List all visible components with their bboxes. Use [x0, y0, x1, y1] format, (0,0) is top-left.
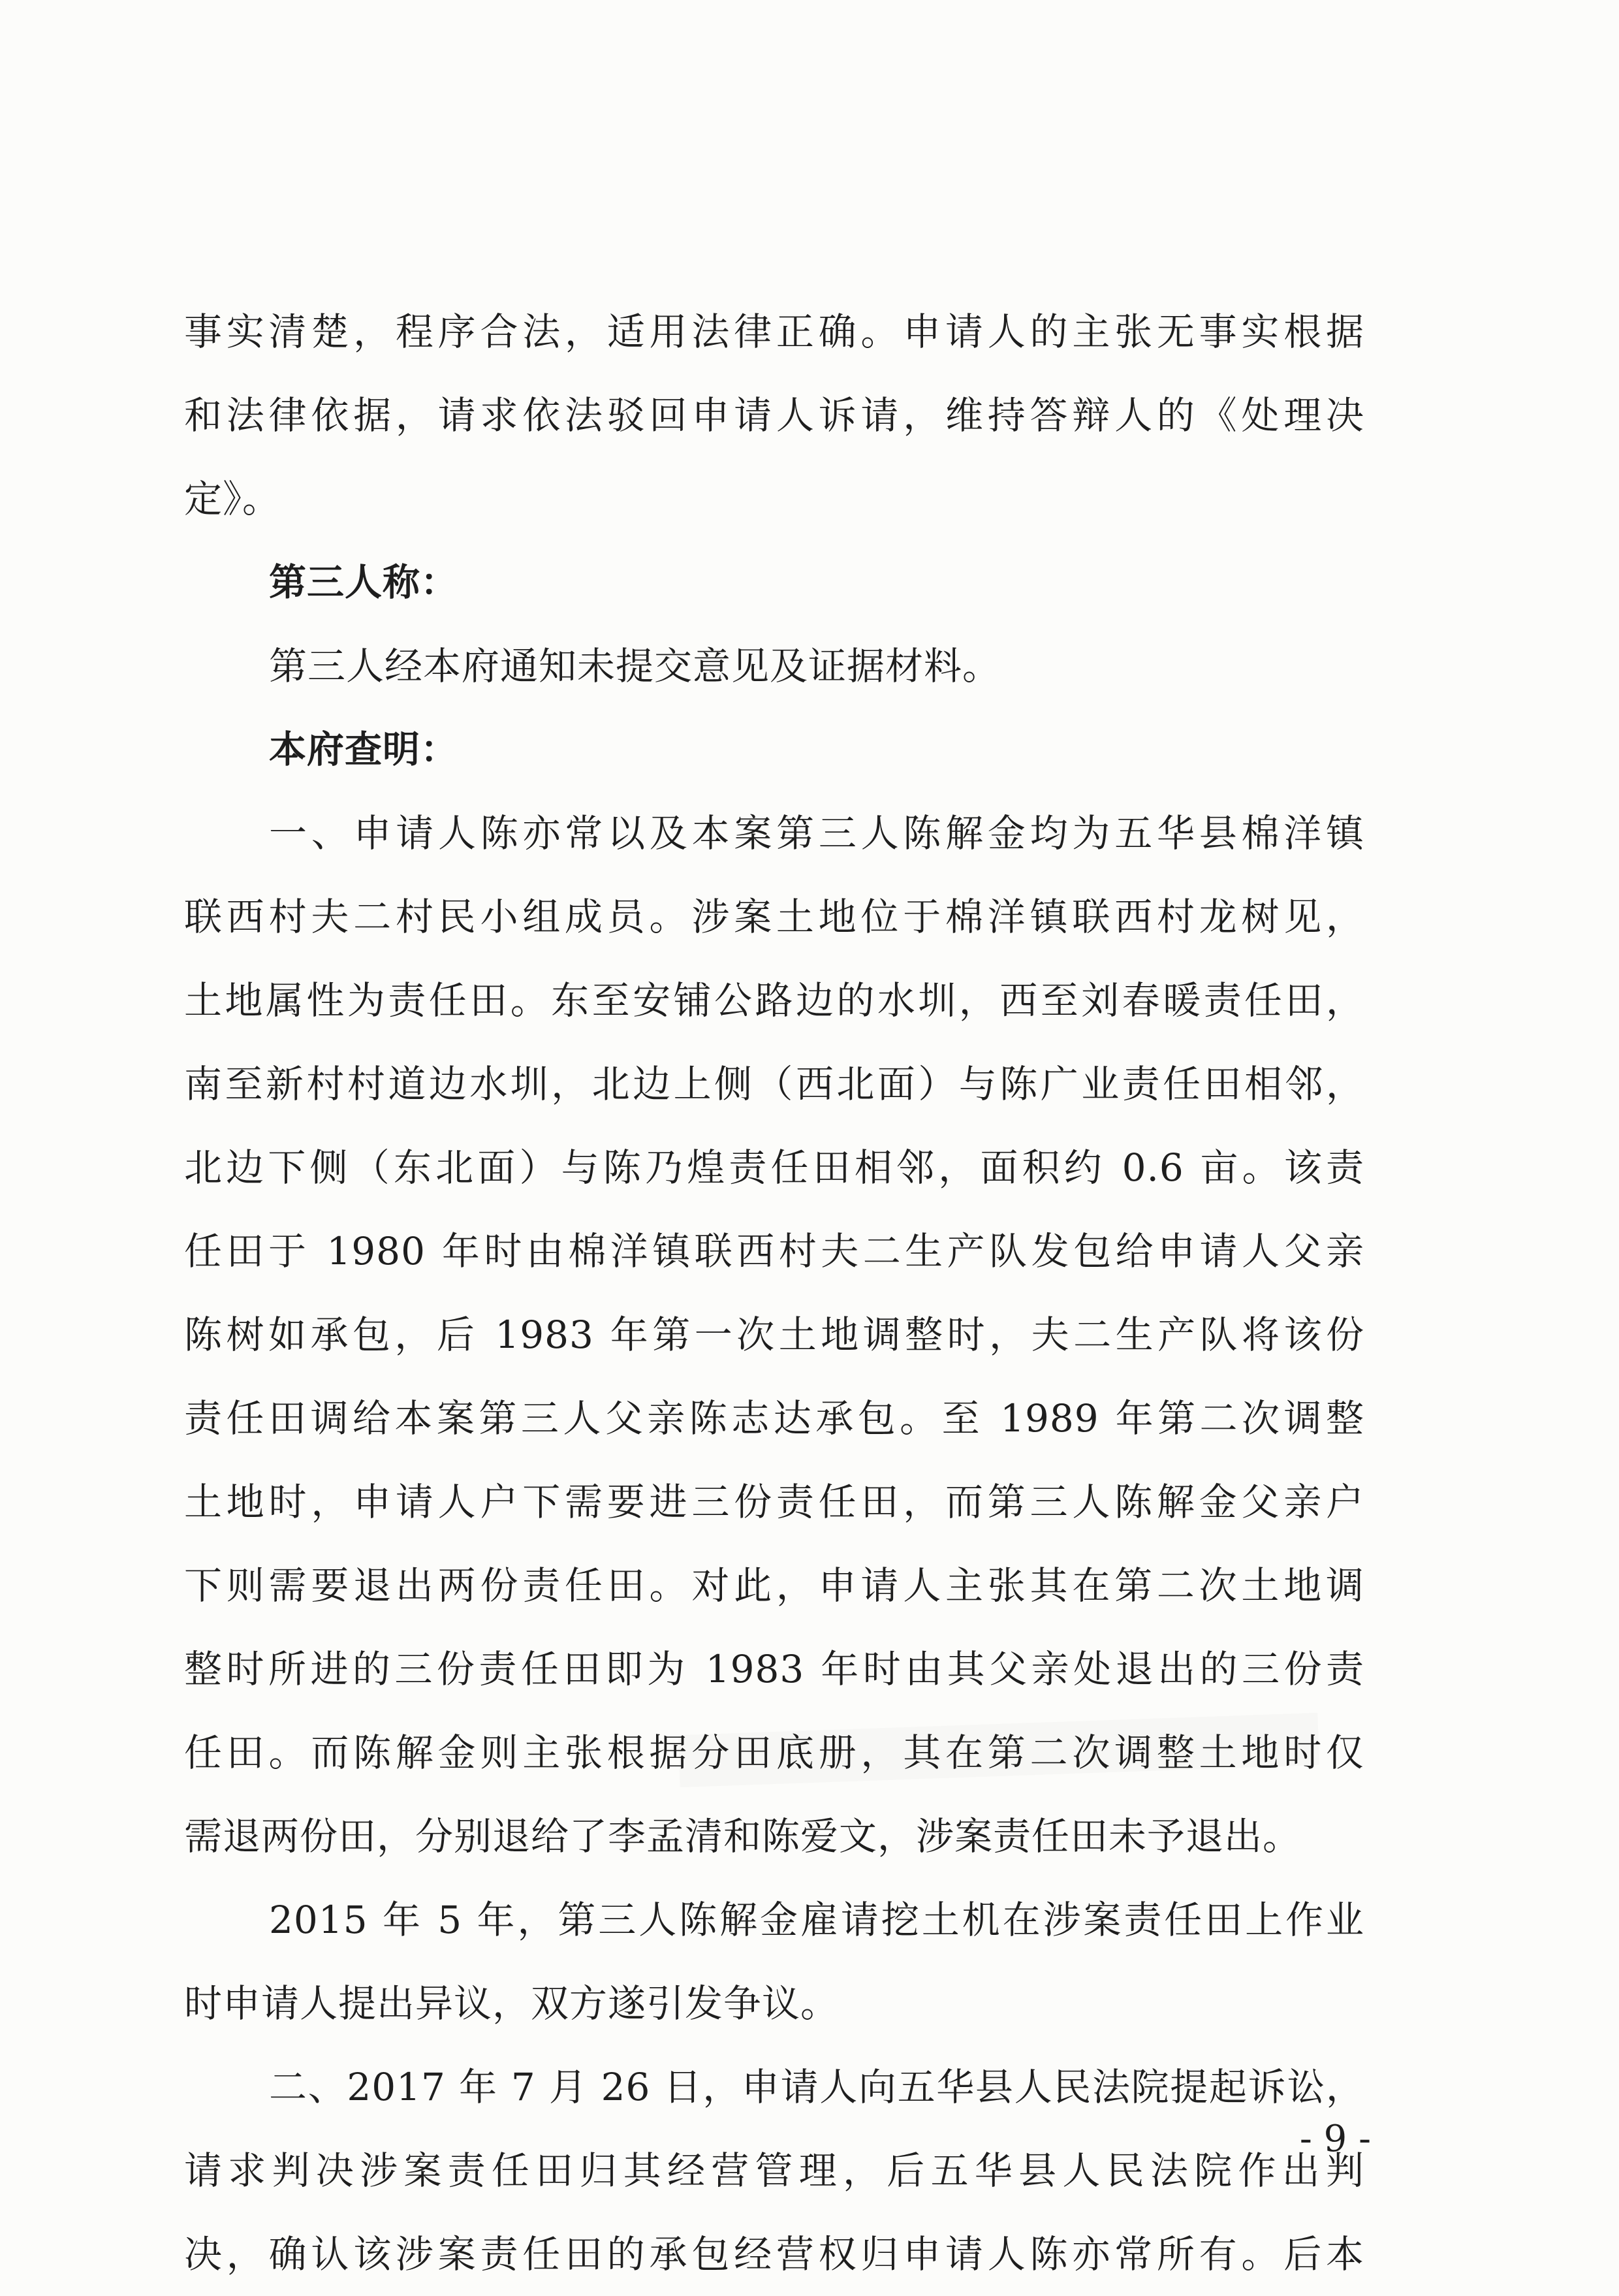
paragraph-one-line: 任田。而陈解金则主张根据分田底册，其在第二次调整土地时仅 [184, 1730, 1364, 1775]
intro-line: 和法律依据，请求依法驳回申请人诉请，维持答辩人的《处理决 [184, 393, 1364, 438]
paragraph-one-line: 需退两份田，分别退给了李孟清和陈爱文，涉案责任田未予退出。 [184, 1814, 1302, 1858]
paragraph-one-line: 一、申请人陈亦常以及本案第三人陈解金均为五华县棉洋镇 [269, 811, 1364, 855]
paragraph-one-line: 陈树如承包，后 1983 年第一次土地调整时，夫二生产队将该份 [184, 1313, 1364, 1357]
paragraph-one-line: 责任田调给本案第三人父亲陈志达承包。至 1989 年第二次调整 [184, 1396, 1364, 1441]
paragraph-2015-line: 2015 年 5 年，第三人陈解金雇请挖土机在涉案责任田上作业 [269, 1898, 1364, 1942]
third-party-heading: 第三人称： [269, 561, 458, 604]
paragraph-one-line: 土地时，申请人户下需要进三份责任田，而第三人陈解金父亲户 [184, 1480, 1364, 1524]
document-body [184, 290, 1364, 2296]
paragraph-one-line: 土地属性为责任田。东至安铺公路边的水圳，西至刘春暖责任田， [184, 978, 1364, 1023]
paragraph-one-line: 北边下侧（东北面）与陈乃煌责任田相邻，面积约 0.6 亩。该责 [184, 1145, 1364, 1190]
paragraph-two-line: 决，确认该涉案责任田的承包经营权归申请人陈亦常所有。后本 [184, 2232, 1364, 2276]
paragraph-one-line: 任田于 1980 年时由棉洋镇联西村夫二生产队发包给申请人父亲 [184, 1229, 1364, 1273]
findings-heading: 本府查明： [269, 728, 458, 771]
paragraph-one-line: 下则需要退出两份责任田。对此，申请人主张其在第二次土地调 [184, 1563, 1364, 1608]
paragraph-two-line: 二、2017 年 7 月 26 日，申请人向五华县人民法院提起诉讼， [269, 2065, 1364, 2109]
paragraph-one-line: 南至新村村道边水圳，北边上侧（西北面）与陈广业责任田相邻， [184, 1062, 1364, 1106]
paragraph-two-line: 请求判决涉案责任田归其经营管理，后五华县人民法院作出判 [184, 2148, 1364, 2193]
page-number: - 9 - [1299, 2118, 1371, 2160]
intro-line: 定》。 [184, 477, 281, 521]
intro-line: 事实清楚，程序合法，适用法律正确。申请人的主张无事实根据 [184, 310, 1364, 354]
third-party-text: 第三人经本府通知未提交意见及证据材料。 [269, 644, 1001, 688]
paragraph-one-line: 整时所进的三份责任田即为 1983 年时由其父亲处退出的三份责 [184, 1647, 1364, 1691]
paragraph-2015-line: 时申请人提出异议，双方遂引发争议。 [184, 1981, 840, 2026]
paragraph-one-line: 联西村夫二村民小组成员。涉案土地位于棉洋镇联西村龙树见， [184, 895, 1364, 939]
